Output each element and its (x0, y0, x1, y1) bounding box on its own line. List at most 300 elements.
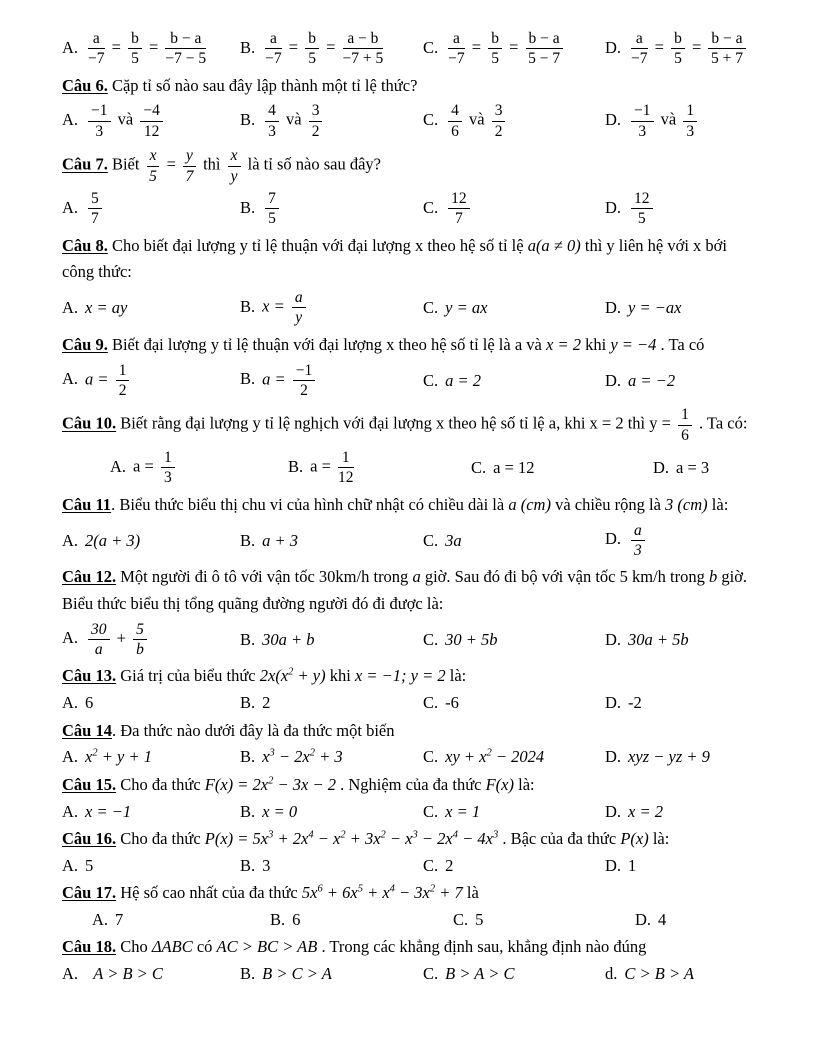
denominator: 5 (131, 50, 139, 68)
question-block (62, 664, 762, 713)
math-text: 30a + b (262, 629, 315, 649)
option-key: A. (92, 909, 109, 929)
math-text: AC > BC > AB (216, 937, 318, 957)
denominator: 3 (638, 122, 647, 140)
option (605, 746, 762, 767)
fraction (228, 147, 241, 185)
numerator: y (183, 147, 196, 166)
options-row (110, 448, 762, 488)
fraction (448, 30, 465, 68)
question-number: Câu 18. (62, 937, 117, 957)
question-block (62, 29, 762, 69)
option-key: A. (62, 855, 79, 875)
math-text: F(x) = 2x (204, 774, 269, 794)
option (605, 629, 762, 650)
option (288, 448, 471, 488)
option (62, 801, 240, 822)
option-key: C. (423, 37, 439, 57)
fraction (128, 30, 142, 68)
fraction (161, 449, 175, 487)
denominator: 5 (637, 210, 646, 228)
text: Một người đi ô tô với vận tốc 30km/h trong (116, 567, 413, 587)
denominator: 5 (674, 50, 682, 68)
denominator: 7 (91, 210, 99, 228)
fraction (88, 190, 102, 228)
math-text: a (cm) (508, 494, 551, 514)
math-text: 3 (cm) (665, 494, 708, 514)
fraction (147, 147, 160, 185)
option (605, 29, 762, 69)
options-row (62, 692, 762, 713)
math-text: y = ax (445, 298, 488, 318)
fraction (678, 406, 692, 444)
numerator: −1 (631, 102, 654, 121)
exponent: 3 (492, 829, 499, 841)
text: là: (445, 666, 467, 686)
fraction (309, 102, 323, 140)
math-text: x = 1 (445, 801, 481, 821)
option (653, 457, 762, 478)
text: = (321, 37, 340, 57)
text: = (467, 37, 486, 57)
option (240, 692, 423, 713)
option (240, 361, 423, 401)
math-text: − 2024 (491, 747, 545, 767)
math-text: + 3x (345, 829, 381, 848)
options-row (62, 361, 762, 401)
option (62, 620, 240, 660)
fraction (671, 30, 685, 68)
text: giờ. (717, 567, 748, 587)
option-key: B. (240, 855, 256, 875)
question-block (62, 74, 762, 141)
exponent: 3 (268, 829, 274, 841)
numerator: a − b (343, 30, 384, 49)
option (605, 801, 762, 822)
text: và chiều rộng là (550, 494, 666, 514)
option (605, 297, 762, 318)
option (240, 101, 423, 141)
fraction (265, 102, 279, 140)
option-key: B. (240, 110, 256, 130)
numerator: −1 (88, 102, 111, 121)
option (605, 692, 762, 713)
option-key: C. (423, 964, 439, 984)
math-text: − 2x (417, 829, 453, 848)
denominator: −7 + 5 (342, 50, 384, 68)
question-number: Câu 13. (62, 666, 117, 686)
denominator: −7 (265, 50, 282, 68)
option (62, 692, 240, 713)
denominator: 5 + 7 (710, 50, 743, 68)
exponent: 2 (340, 829, 346, 841)
question-number: Câu 16. (62, 829, 117, 848)
fraction (492, 102, 506, 140)
denominator: 5 (149, 167, 157, 185)
option (240, 629, 423, 650)
denominator: 6 (681, 426, 689, 444)
question-stem (62, 333, 762, 358)
option-key: A. (62, 801, 79, 821)
numerator: 30 (88, 621, 110, 640)
denominator: 3 (686, 122, 695, 140)
math-text: A > B > C (93, 964, 163, 984)
numerator: a (88, 30, 105, 49)
option-key: C. (423, 693, 439, 713)
text: 5 (85, 855, 94, 875)
question-list (62, 29, 762, 985)
numerator: a (631, 522, 645, 541)
denominator: −7 (88, 50, 105, 68)
option (605, 963, 762, 984)
fraction (88, 102, 111, 140)
option (240, 288, 423, 328)
text: là tỉ số nào sau đây? (243, 154, 381, 174)
math-text: y = −4 (610, 334, 657, 354)
options-row (62, 189, 762, 229)
question-block (62, 234, 762, 328)
numerator: −1 (293, 362, 316, 381)
text: . Đa thức nào dưới đây là đa thức một biến (111, 720, 395, 740)
option-key: D. (605, 529, 622, 549)
text: khi (580, 334, 611, 354)
question-block (62, 146, 762, 228)
text: 2 (445, 855, 454, 875)
exponent: 4 (389, 883, 395, 895)
text: a = 12 (493, 458, 535, 478)
option (62, 855, 240, 876)
numerator: 12 (448, 190, 470, 209)
option (423, 189, 605, 229)
option (423, 297, 605, 318)
math-text: x (262, 747, 270, 767)
text: thì y liên hệ với x bới (580, 235, 727, 255)
option-key: A. (110, 456, 127, 476)
option (62, 530, 240, 551)
question-stem (62, 146, 762, 186)
math-text: + y + 1 (97, 747, 152, 767)
option (270, 909, 453, 930)
text: Cho đa thức (116, 774, 205, 794)
fraction (631, 102, 654, 140)
option-key: B. (240, 296, 256, 316)
text: Hệ số cao nhất của đa thức (116, 883, 302, 903)
text: thì (198, 154, 225, 174)
option (635, 909, 762, 930)
text: . Nghiệm của đa thức (335, 774, 486, 794)
option-key: D. (605, 197, 622, 217)
option-key: B. (240, 693, 256, 713)
question-stem (62, 565, 762, 590)
option-key: C. (423, 629, 439, 649)
fraction (133, 621, 147, 659)
options-row (62, 855, 762, 876)
option (62, 29, 240, 69)
text: . Ta có (656, 334, 705, 354)
numerator: b − a (165, 30, 206, 49)
math-text: x = −1; y = 2 (354, 666, 446, 686)
numerator: x (228, 147, 241, 166)
numerator: b (305, 30, 319, 49)
text: Cho (116, 937, 152, 957)
math-text: b (709, 567, 718, 587)
exponent: 2 (309, 747, 315, 759)
math-text: x (85, 747, 93, 767)
math-text: 2x(x (259, 666, 289, 686)
numerator: 1 (161, 449, 175, 468)
option (240, 963, 423, 984)
fraction (265, 30, 282, 68)
numerator: a (448, 30, 465, 49)
fraction (292, 289, 306, 327)
text: a = (310, 456, 336, 476)
math-text: a = (262, 369, 290, 389)
numerator: 3 (309, 102, 323, 121)
denominator: −7 − 5 (165, 50, 207, 68)
option (110, 448, 288, 488)
text: a = 3 (676, 458, 710, 478)
question-stem (62, 592, 762, 617)
option (605, 189, 762, 229)
option (423, 370, 605, 391)
option-key: D. (605, 747, 622, 767)
text: Biểu thức biểu thị tổng quãng đường người đó đi được là: (62, 593, 444, 613)
exponent: 3 (412, 829, 418, 841)
options-row (62, 620, 762, 660)
option-key: C. (423, 298, 439, 318)
question-stem (62, 719, 762, 744)
denominator: 3 (163, 469, 172, 487)
math-text: x = −1 (85, 801, 132, 821)
numerator: 3 (492, 102, 506, 121)
text: + (112, 628, 131, 648)
math-text: a + 3 (262, 530, 299, 550)
math-text: − 3x (394, 883, 430, 903)
option-key: A. (62, 37, 79, 57)
text: giờ. Sau đó đi bộ với vận tốc 5 km/h trong (420, 567, 709, 587)
text: Biết rằng đại lượng y tỉ lệ nghịch với đại lượng x theo hệ số tỉ lệ a, khi x = 2 thì y = (116, 413, 676, 433)
text: = (504, 37, 523, 57)
question-number: Câu 17. (62, 883, 117, 903)
option-key: D. (605, 693, 622, 713)
option-key: C. (423, 370, 439, 390)
options-row (62, 963, 762, 984)
math-text: a(a ≠ 0) (527, 235, 581, 255)
question-block (62, 333, 762, 400)
denominator: 7 (185, 167, 194, 185)
text: Cho đa thức (116, 829, 205, 848)
text: = (162, 154, 181, 174)
text: khi (325, 666, 355, 686)
math-text: 5x (301, 883, 318, 903)
numerator: 1 (116, 362, 130, 381)
fraction (526, 30, 563, 68)
question-stem (62, 260, 762, 285)
fraction (448, 102, 462, 140)
text: Biết (107, 154, 144, 174)
denominator: 5 (308, 50, 316, 68)
option-key: C. (423, 747, 439, 767)
math-text: + 2x (273, 829, 309, 848)
option-key: B. (270, 909, 286, 929)
math-text: P(x) = 5x (204, 829, 269, 848)
denominator: −7 (448, 50, 465, 68)
option-key: B. (240, 369, 256, 389)
text: Cặp tỉ số nào sau đây lập thành một tỉ lệ thức? (107, 75, 418, 95)
question-stem (62, 881, 762, 906)
question-number: Câu 15. (62, 774, 117, 794)
question-stem (62, 827, 762, 852)
option (471, 457, 653, 478)
math-text: C > B > A (624, 964, 695, 984)
question-stem (62, 405, 762, 445)
option (62, 297, 240, 318)
option-key: d. (605, 964, 618, 984)
text: Giá trị của biểu thức (116, 666, 260, 686)
exponent: 2 (92, 747, 98, 759)
denominator: −7 (631, 50, 648, 68)
math-text: 30a + 5b (628, 629, 689, 649)
denominator: 5 (491, 50, 499, 68)
math-text: 30 + 5b (445, 629, 498, 649)
denominator: 2 (118, 381, 127, 399)
option-key: B. (240, 197, 256, 217)
option-key: C. (423, 801, 439, 821)
numerator: a (631, 30, 648, 49)
text: . Ta có: (694, 413, 748, 433)
question-number: Câu 10. (62, 413, 117, 433)
text: và (281, 110, 306, 130)
math-text: − 3x − 2 (273, 774, 336, 794)
exponent: 3 (269, 747, 275, 759)
options-row (62, 29, 762, 69)
fraction (631, 522, 645, 560)
option (240, 855, 423, 876)
exponent: 2 (268, 775, 274, 787)
numerator: a (292, 289, 306, 308)
text: và (113, 110, 138, 130)
fraction (165, 30, 206, 68)
numerator: a (265, 30, 282, 49)
text: 2 (262, 693, 271, 713)
numerator: x (147, 147, 160, 166)
option (62, 101, 240, 141)
denominator: 12 (338, 469, 354, 487)
option-key: C. (423, 855, 439, 875)
text: và (656, 110, 681, 130)
options-row (62, 288, 762, 328)
option-key: A. (62, 628, 79, 648)
text: = (284, 37, 303, 57)
question-number: Câu 11 (62, 494, 112, 514)
text: = (650, 37, 669, 57)
option (605, 855, 762, 876)
options-row (62, 746, 762, 767)
math-text: x = ay (85, 298, 128, 318)
math-text: − 4x (457, 829, 493, 848)
text: 7 (115, 909, 124, 929)
option-key: A. (62, 110, 79, 130)
denominator: 3 (634, 541, 642, 559)
math-text: ΔABC (151, 937, 193, 957)
fraction (488, 30, 502, 68)
text: 1 (628, 855, 637, 875)
math-text: P(x) (620, 829, 649, 848)
denominator: 5 (268, 210, 276, 228)
denominator: a (94, 641, 103, 659)
exponent: 4 (452, 829, 458, 841)
text: là (462, 883, 479, 903)
numerator: 1 (338, 449, 354, 468)
text: = (144, 37, 163, 57)
denominator: b (136, 641, 144, 659)
question-stem (62, 234, 762, 259)
fraction (265, 190, 279, 228)
fraction (116, 362, 130, 400)
option-key: D. (605, 629, 622, 649)
fraction (683, 102, 697, 140)
option (423, 29, 605, 69)
question-block (62, 827, 762, 876)
numerator: 5 (88, 190, 102, 209)
math-text: + 3 (314, 747, 343, 767)
option (423, 801, 605, 822)
text: và (464, 110, 489, 130)
option-key: B. (288, 456, 304, 476)
option-key: B. (240, 801, 256, 821)
math-text: − x (385, 829, 413, 848)
math-text: B > C > A (262, 964, 332, 984)
options-row (62, 521, 762, 561)
option-key: C. (423, 110, 439, 130)
option-key: D. (605, 370, 622, 390)
text: -2 (628, 693, 642, 713)
math-text: + x (362, 883, 390, 903)
fraction (338, 449, 354, 487)
question-stem (62, 773, 762, 798)
option-key: A. (62, 298, 79, 318)
text: 5 (475, 909, 484, 929)
option-key: C. (453, 909, 469, 929)
numerator: 7 (265, 190, 279, 209)
text: Biết đại lượng y tỉ lệ thuận với đại lượng x theo hệ số tỉ lệ là a và (107, 334, 546, 354)
option-key: D. (605, 37, 622, 57)
fraction (140, 102, 163, 140)
fraction (88, 30, 105, 68)
option-key: A. (62, 197, 79, 217)
exponent: 6 (317, 883, 323, 895)
math-text: xyz − yz + 9 (628, 747, 710, 767)
fraction (631, 190, 653, 228)
question-stem (62, 664, 762, 689)
fraction (448, 190, 470, 228)
fraction (708, 30, 745, 68)
text: . Trong các khẳng định sau, khẳng định nào đúng (317, 937, 647, 957)
option (240, 530, 423, 551)
option-key: D. (605, 855, 622, 875)
option-key: A. (62, 964, 79, 984)
option-key: C. (423, 197, 439, 217)
option (423, 855, 605, 876)
option (423, 963, 605, 984)
option (423, 629, 605, 650)
math-text: a = −2 (628, 370, 676, 390)
math-text: − x (313, 829, 341, 848)
option-key: D. (605, 298, 622, 318)
question-number: Câu 12. (62, 567, 117, 587)
option-key: B. (240, 629, 256, 649)
math-text: y = −ax (628, 298, 682, 318)
